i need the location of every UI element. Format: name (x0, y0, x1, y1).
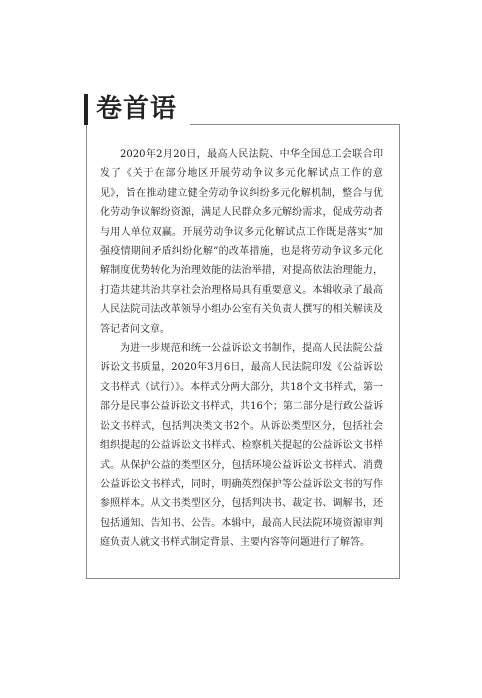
paragraph-2: 为进一步规范和统一公益诉讼文书制作，提高人民法院公益诉讼文书质量，2020年3月6日，最高人民法院印发《公益诉讼文书样式（试行）》。本样式分两大部分，共18个文书样式，第一部分是民事公益诉讼文书样式，共16个；第二部分是行政公益诉讼文书样式，包括判决类文书2个。从诉讼类型区分，包括社会组织提起的公益诉讼文书样式、检察机关提起的公益诉讼文书样式。从保护公益的类型区分，包括环境公益诉讼文书样式、消费公益诉讼文书样式，同时，明确英烈保护等公益诉讼文书的写作参照样本。从文书类型区分，包括判决书、裁定书、调解书，还包括通知、告知书、公告。本辑中，最高人民法院环境资源审判庭负责人就文书样式制定背景、主要内容等问题进行了解答。 (100, 343, 383, 549)
paragraph-1: 2020年2月20日，最高人民法院、中华全国总工会联合印发了《关于在部分地区开展劳动争议多元化解试点工作的意见》，旨在推动建立健全劳动争议纠纷多元化解机制，整合与优化劳动争议解纷资源，满足人民群众多元解纷需求，促成劳动者与用人单位双赢。开展劳动争议多元化解试点工作既是落实“加强疫情期间矛盾纠纷化解”的改革措施，也是将劳动争议多元化解制度优势转化为治理效能的法治举措，对提高依法治理能力，打造共建共治共享社会治理格局具有重要意义。本辑收录了最高人民法院司法改革领导小组办公室有关负责人撰写的相关解读及答记者问文章。 (100, 149, 383, 335)
title-accent-bar (84, 94, 88, 125)
body-text (100, 145, 383, 553)
section-title: 卷首语 (96, 94, 178, 124)
